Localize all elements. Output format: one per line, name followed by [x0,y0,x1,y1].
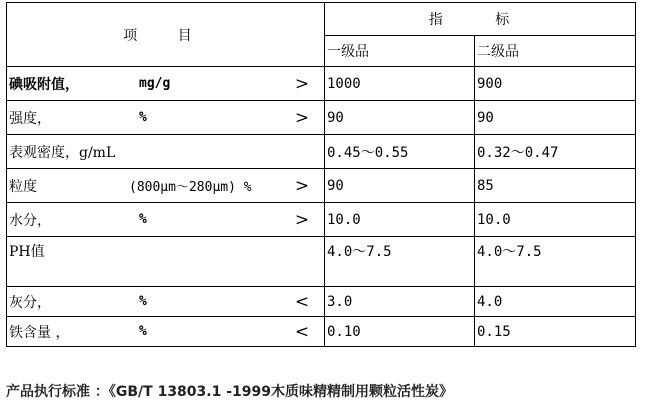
param-name: 碘吸附值， [9,76,79,93]
param-cell [7,203,325,237]
comparison-symbol: < [294,291,310,312]
grade2-value: 900 [475,67,636,101]
table-row [7,101,636,135]
table-row [7,135,636,169]
param-name: 粒度 [9,178,37,195]
param-cell [7,67,325,101]
comparison-symbol: < [294,321,310,342]
param-unit: (800μm～280μm) % [129,180,252,195]
grade1-value: 90 [325,169,475,203]
table-row [7,169,636,203]
header-indicator-cell [325,3,636,36]
header-grade2: 二级品 [475,36,636,67]
comparison-symbol: > [294,209,310,230]
grade1-value: 3.0 [325,287,475,317]
param-cell [7,169,325,203]
grade1-value: 90 [325,101,475,135]
grade1-value: 1000 [325,67,475,101]
param-name: 水分， [9,212,51,229]
param-cell [7,135,325,169]
param-unit: mg/g [139,76,171,91]
grade2-value: 10.0 [475,203,636,237]
grade1-value: 10.0 [325,203,475,237]
header-item-cell [7,3,325,67]
comparison-symbol: > [294,175,310,196]
comparison-symbol: > [294,107,310,128]
table-row [7,317,636,347]
param-cell [7,237,325,287]
param-name: 表观密度，g/mL [9,144,116,161]
grade2-value: 90 [475,101,636,135]
table-row [7,237,636,287]
spec-table [6,2,636,347]
grade2-value: 0.32～0.47 [475,135,636,169]
grade2-value: 85 [475,169,636,203]
param-cell [7,287,325,317]
param-unit: % [139,110,147,125]
param-name: 灰分， [9,294,51,311]
grade2-value: 4.0 [475,287,636,317]
header-indicator-label: 指 标 [428,12,534,28]
table-row [7,287,636,317]
param-cell [7,317,325,347]
grade2-value: 4.0～7.5 [475,237,636,287]
param-unit: % [139,324,147,339]
param-unit: % [139,294,147,309]
param-name: 强度， [9,110,51,127]
grade1-value: 4.0～7.5 [325,237,475,287]
header-grade1: 一级品 [325,36,475,67]
header-item-label: 项 目 [123,27,210,44]
table-row [7,203,636,237]
grade2-value: 0.15 [475,317,636,347]
table-row [7,67,636,101]
grade1-value: 0.45～0.55 [325,135,475,169]
standard-footnote: 产品执行标准 ：《GB/T 13803.1 -1999木质味精精制用颗粒活性炭》 [6,384,453,400]
param-name: PH值 [9,244,45,260]
comparison-symbol: > [294,73,310,94]
grade1-value: 0.10 [325,317,475,347]
param-name: 铁含量 ， [9,324,70,341]
param-unit: % [139,212,147,227]
param-cell [7,101,325,135]
